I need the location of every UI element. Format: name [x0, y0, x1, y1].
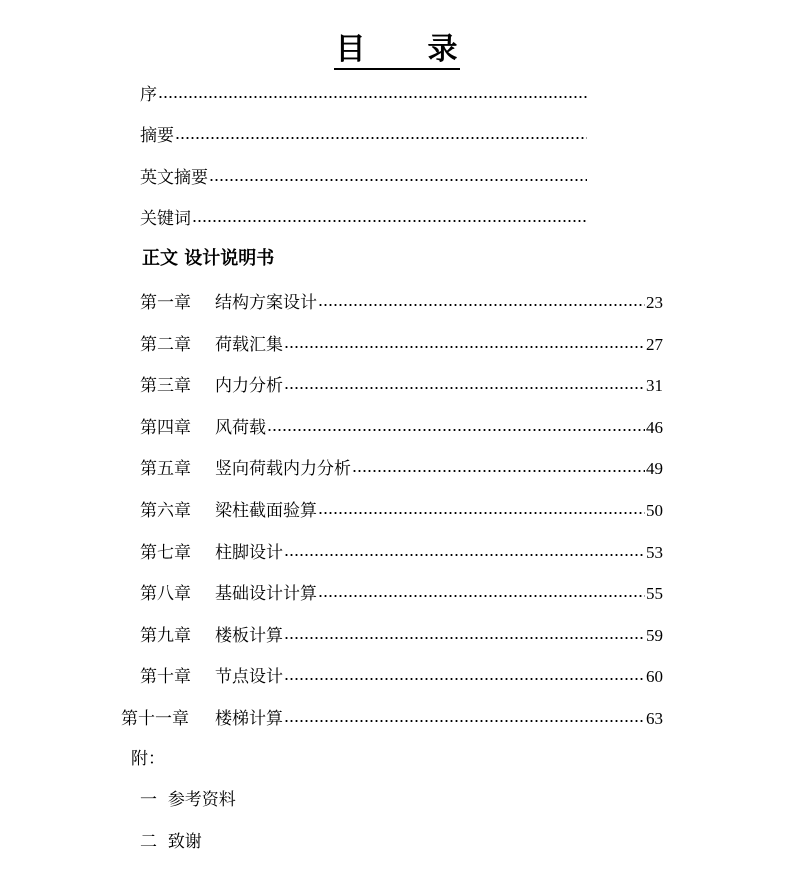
chapter-title: 荷载汇集 — [215, 335, 283, 355]
chapter-number: 第六章 — [140, 501, 191, 521]
appendix-item — [140, 829, 202, 855]
toc-chapter — [140, 330, 663, 356]
dot-leader — [267, 426, 645, 434]
toc-chapter — [140, 496, 663, 522]
chapter-title: 楼板计算 — [215, 626, 283, 646]
toc-chapter — [140, 454, 663, 480]
dot-leader — [284, 551, 645, 559]
dot-leader — [284, 717, 645, 725]
toc-chapter — [140, 579, 663, 605]
toc-entry-label: 序 — [140, 85, 157, 105]
toc-entry-front-1 — [140, 80, 588, 106]
chapter-page: 60 — [646, 667, 663, 686]
chapter-number: 第五章 — [140, 459, 191, 479]
dot-leader — [284, 384, 645, 392]
toc-chapter — [140, 371, 663, 397]
appendix-item-title: 参考资料 — [167, 790, 236, 810]
chapter-title: 节点设计 — [215, 667, 283, 687]
dot-leader — [158, 93, 587, 101]
toc-title — [0, 30, 793, 70]
chapter-number: 第三章 — [140, 376, 191, 396]
chapter-title: 风荷载 — [215, 418, 266, 438]
appendix-label: 附： — [131, 749, 165, 769]
chapter-page: 53 — [646, 543, 663, 562]
dot-leader — [284, 343, 645, 351]
chapter-number: 第二章 — [140, 335, 191, 355]
appendix-item-number: 二 — [140, 832, 157, 852]
toc-chapter — [140, 288, 663, 314]
toc-entry-front-4 — [140, 204, 588, 230]
chapter-page: 23 — [646, 293, 663, 312]
chapter-number: 第七章 — [140, 543, 191, 563]
chapter-page: 50 — [646, 501, 663, 520]
toc-entry-label: 摘要 — [140, 126, 174, 146]
dot-leader — [284, 634, 645, 642]
dot-leader — [192, 217, 587, 225]
chapter-page: 27 — [646, 335, 663, 354]
chapter-title: 楼梯计算 — [215, 709, 283, 729]
toc-entry-front-2 — [140, 121, 588, 147]
chapter-title: 柱脚设计 — [215, 543, 283, 563]
dot-leader — [318, 509, 645, 517]
chapter-number: 第九章 — [140, 626, 191, 646]
chapter-title: 梁柱截面验算 — [215, 501, 317, 521]
chapter-page: 49 — [646, 459, 663, 478]
appendix-item — [140, 787, 236, 813]
toc-chapter — [140, 413, 663, 439]
appendix-item-number: 一 — [140, 790, 157, 810]
chapter-number: 第十一章 — [121, 709, 189, 729]
toc-title-left: 目 — [335, 32, 366, 67]
dot-leader — [352, 467, 645, 475]
toc-chapter — [121, 704, 663, 730]
chapter-page: 46 — [646, 418, 663, 437]
chapter-page: 31 — [646, 376, 663, 395]
chapter-page: 63 — [646, 709, 663, 728]
toc-chapter — [140, 538, 663, 564]
dot-leader — [318, 592, 645, 600]
chapter-number: 第八章 — [140, 584, 191, 604]
toc-chapter — [140, 621, 663, 647]
main-heading: 正文 设计说明书 — [142, 248, 275, 269]
chapter-number: 第十章 — [140, 667, 191, 687]
toc-entry-front-3 — [140, 163, 588, 189]
chapter-title: 竖向荷载内力分析 — [215, 459, 351, 479]
chapter-title: 内力分析 — [215, 376, 283, 396]
toc-chapter — [140, 662, 663, 688]
dot-leader — [209, 176, 587, 184]
chapter-page: 55 — [646, 584, 663, 603]
chapter-title: 结构方案设计 — [215, 293, 317, 313]
chapter-page: 59 — [646, 626, 663, 645]
appendix-item-title: 致谢 — [167, 832, 202, 852]
chapter-title: 基础设计计算 — [215, 584, 317, 604]
dot-leader — [318, 301, 645, 309]
dot-leader — [284, 675, 645, 683]
chapter-number: 第一章 — [140, 293, 191, 313]
toc-entry-label: 英文摘要 — [140, 168, 208, 188]
toc-title-right: 录 — [427, 32, 458, 67]
chapter-number: 第四章 — [140, 418, 191, 438]
dot-leader — [175, 134, 587, 142]
toc-entry-label: 关键词 — [140, 209, 191, 229]
